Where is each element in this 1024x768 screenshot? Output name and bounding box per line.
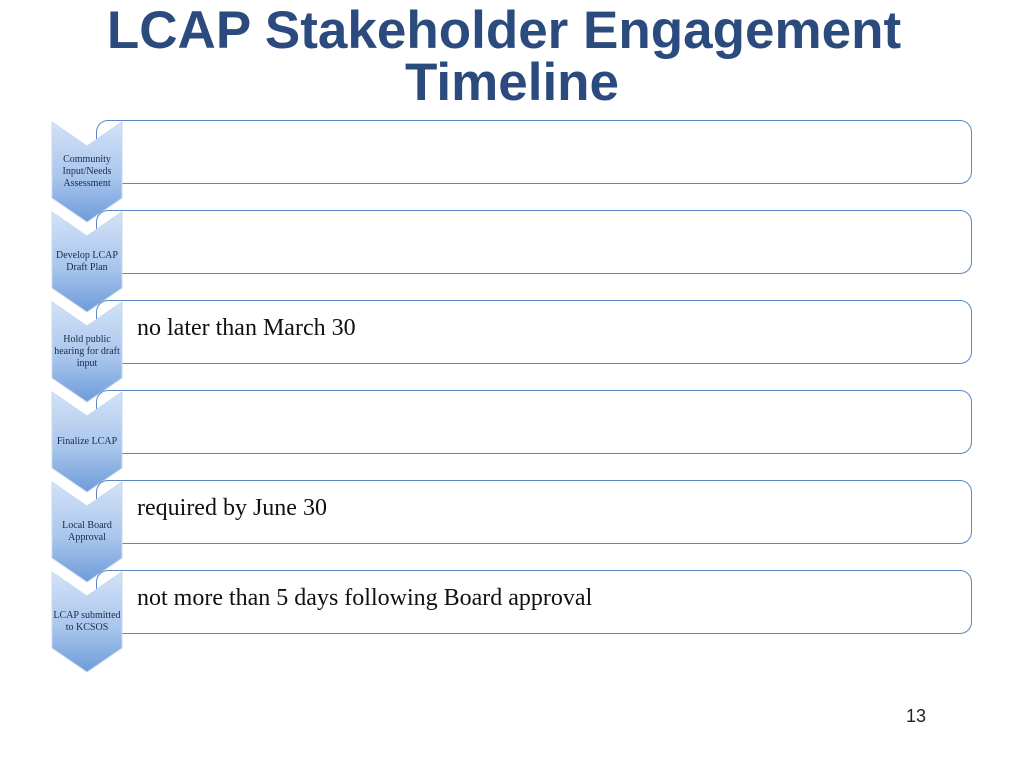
step-detail-box [96,210,972,274]
step-detail-box [96,390,972,454]
timeline-step [0,210,1024,300]
step-label: Hold public hearing for draft input [54,334,120,369]
timeline-step [0,480,1024,570]
step-detail-text: • not more than 5 days following Board approval [137,585,592,612]
step-detail-box [96,480,972,544]
step-detail-box [96,120,972,184]
timeline-step [0,570,1024,660]
step-label: Develop LCAP Draft Plan [56,250,118,273]
step-detail-box [96,570,972,634]
step-label: Local Board Approval [62,520,112,543]
title-line-2: Timeline [404,53,620,112]
step-detail-text: • required by June 30 [137,495,327,522]
step-label: Finalize LCAP [56,436,118,447]
step-label: LCAP submitted to KCSOS [53,610,121,633]
timeline-step [0,120,1024,210]
slide-title [0,0,1024,112]
title-line-1: LCAP Stakeholder Engagement [106,1,902,60]
step-detail-text: • no later than March 30 [137,315,356,342]
step-detail-box [96,300,972,364]
page-number: 13 [906,706,927,726]
timeline-step [0,390,1024,480]
timeline-step [0,300,1024,390]
step-label: Community Input/Needs Assessment [62,154,112,189]
